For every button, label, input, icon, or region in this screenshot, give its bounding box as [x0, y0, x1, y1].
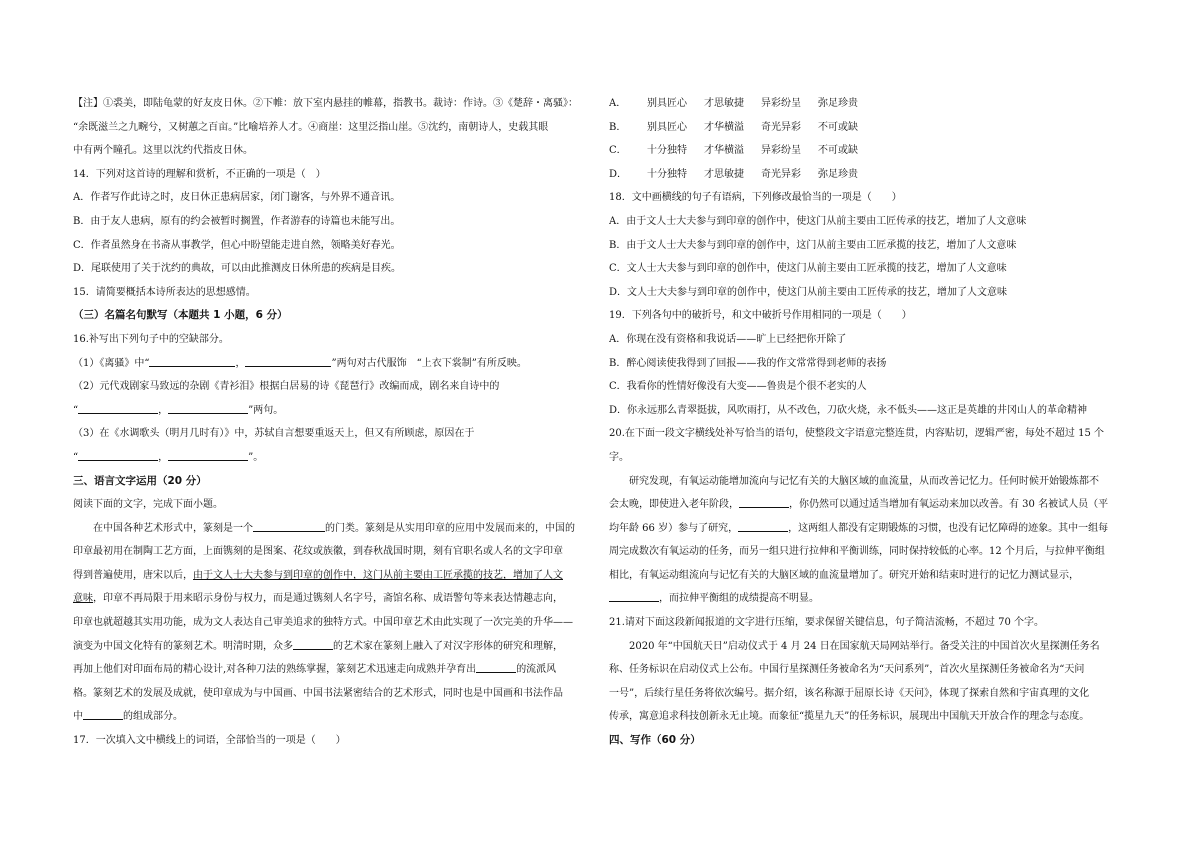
- passage-line-5: 印章也就超越其实用功能，成为文人表达自己审美追求的独特方式。中国印章艺术由此实现了一次完美的升华——: [73, 617, 573, 629]
- q14-stem: 14．下列对这首诗的理解和赏析，不正确的一项是（ ）: [73, 168, 326, 180]
- q19-option-a: A．你现在没有资格和我说话——旷上已经把你开除了: [609, 333, 847, 345]
- q19-option-b: B．醉心阅读使我得到了回报——我的作文常常得到老师的表扬: [609, 357, 887, 369]
- q20-passage-line-3: 均年龄 66 岁）参与了研究， ，这两组人都没有定期锻炼的习惯，也没有记忆障碍的迹象。其中一组每: [609, 517, 1129, 541]
- passage-line-9: 中 的组成部分。: [73, 705, 591, 729]
- q16-part-3: （3）在《水调歌头（明月几时有）》中，苏轼自言想要重返天上，但又有所顾虑，原因在于: [73, 428, 475, 440]
- note-line-3: 中有两个瞳孔。这里以沈约代指皮日休。: [73, 145, 253, 157]
- fill-blank[interactable]: [609, 590, 659, 602]
- right-column: [609, 92, 1129, 753]
- passage-line-6: 演变为中国文化特有的篆刻艺术。明清时期，众多 的艺术家在篆刻上融入了对汉字形体的研究和理解，: [73, 635, 591, 659]
- left-column: [73, 92, 591, 753]
- q17-stem: 17．一次填入文中横线上的词语，全部恰当的一项是（ ）: [73, 735, 346, 747]
- q18-option-b: B．由于文人士大夫参与到印章的创作中，这门从前主要由工匠承揽的技艺，增加了人文意味: [609, 239, 1017, 251]
- q20-passage-line-4: 周完成数次有氧运动的任务，而另一组只进行拉伸和平衡训练，同时保持较低的心率。12 个月后，与拉伸平衡组: [609, 546, 1105, 558]
- underlined-sentence-end: 意味: [73, 593, 93, 605]
- part-3-title: 三、语言文字运用（20 分）: [73, 474, 207, 487]
- note-line-2: “余既滋兰之九畹兮，又树蕙之百亩。”比喻培养人才。④商崖：这里泛指山崖。⑤沈约，南朝诗人，史载其眼: [73, 121, 549, 133]
- q21-passage-line-2: 称、任务标识在启动仪式上公布。中国行星探测任务被命名为“天问系列”，首次火星探测任务被命名为“天问: [609, 664, 1085, 676]
- q20-passage-line-2: 会太晚，即使进入老年阶段， ，你仍然可以通过适当增加有氧运动来加以改善。有 30 名被试人员（平: [609, 493, 1129, 517]
- q16-part-2: （2）元代戏剧家马致远的杂剧《青衫泪》根据白居易的诗《琵琶行》改编而成，剧名来自诗中的: [73, 381, 500, 393]
- section-3-title: （三）名篇名句默写（本题共 1 小题，6 分）: [73, 309, 288, 322]
- reading-intro: 阅读下面的文字，完成下面小题。: [73, 499, 223, 511]
- q16-part-3-blanks: “ ， ”。: [73, 446, 591, 470]
- fill-blank[interactable]: [168, 449, 248, 461]
- fill-blank[interactable]: [738, 520, 788, 532]
- q16-part-1: （1）《离骚》中“ ， ”两句对古代服饰 “上衣下裳制”有所反映。: [73, 352, 591, 376]
- fill-blank[interactable]: [476, 661, 516, 673]
- q14-option-b: B．由于友人患病，原有的约会被暂时搁置，作者游春的诗篇也未能写出。: [73, 215, 401, 227]
- passage-line-2: 印章最初用在制陶工艺方面，上面镌刻的是图案、花纹或族徽，到春秋战国时期，刻有官职名或人名的文字印章: [73, 546, 563, 558]
- q18-option-a: A．由于文人士大夫参与到印章的创作中，使这门从前主要由工匠传承的技艺，增加了人文意味: [609, 215, 1027, 227]
- q16-part-2-blanks: “ ， ”两句。: [73, 399, 591, 423]
- fill-blank[interactable]: [78, 449, 158, 461]
- q20-passage-line-5: 相比，有氧运动组流向与记忆有关的大脑区域的血流量增加了。研究开始和结束时进行的记忆力测试显示，: [609, 569, 1079, 581]
- fill-blank[interactable]: [149, 355, 235, 367]
- q17-option-c: C． 十分独特 才华横溢 异彩纷呈 不可或缺: [609, 145, 858, 157]
- passage-line-1: 在中国各种艺术形式中，篆刻是一个 的门类。篆刻是从实用印章的应用中发展而来的，中国的: [73, 517, 591, 541]
- q20-stem-cont: 字。: [609, 451, 629, 463]
- fill-blank[interactable]: [739, 496, 789, 508]
- passage-line-3: 得到普遍使用，唐宋以后，由于文人士大夫参与到印章的创作中，这门从前主要由工匠承揽的技艺，增加了人文: [73, 569, 563, 581]
- q19-option-d: D．你永远那么青翠挺拔，风吹雨打，从不改色，刀砍火烧，永不低头——这正是英雄的井冈山人的革命精神: [609, 404, 1088, 416]
- q16-stem: 16.补写出下列句子中的空缺部分。: [73, 333, 229, 345]
- fill-blank[interactable]: [293, 638, 333, 650]
- q14-option-a: A．作者写作此诗之时，皮日休正患病居家，闭门谢客，与外界不通音讯。: [73, 192, 401, 204]
- q21-passage-line-1: 2020 年“中国航天日”启动仪式于 4 月 24 日在国家航天局网站举行。备受关注的中国首次火星探测任务名: [629, 640, 1100, 652]
- q15-stem: 15．请简要概括本诗所表达的思想感情。: [73, 286, 256, 298]
- fill-blank[interactable]: [78, 402, 158, 414]
- passage-line-7: 再加上他们对印面布局的精心设计,对各种刀法的熟练掌握，篆刻艺术迅速走向成熟并孕育出 的流派风: [73, 658, 591, 682]
- fill-blank[interactable]: [245, 355, 331, 367]
- q20-stem: 20.在下面一段文字横线处补写恰当的语句，使整段文字语意完整连贯，内容贴切，逻辑严密，每处不超过 15 个: [609, 428, 1104, 440]
- fill-blank[interactable]: [83, 708, 123, 720]
- q17-option-b: B． 别具匠心 才华横溢 奇光异彩 不可或缺: [609, 121, 858, 133]
- q17-option-a: A． 别具匠心 才思敏捷 异彩纷呈 弥足珍贵: [609, 98, 858, 109]
- fill-blank[interactable]: [253, 520, 325, 532]
- note-line-1: 【注】①裘美，即陆龟蒙的好友皮日休。②下帷：放下室内悬挂的帷幕，指教书。裁诗：作诗。③《楚辞・离骚》：: [73, 98, 578, 109]
- q21-passage-line-4: 传承，寓意追求科技创新永无止境。而象征“揽星九天”的任务标识，展现出中国航天开放合作的理念与态度。: [609, 711, 1090, 723]
- passage-line-4: 意味，印章不再局限于用来昭示身份与权力，而是通过镌刻人名字号，斋馆名称、成语警句等来表达情趣志向，: [73, 593, 563, 605]
- q21-stem: 21.请对下面这段新闻报道的文字进行压缩，要求保留关键信息，句子简洁流畅，不超过 70 个字。: [609, 617, 1044, 629]
- q14-option-c: C．作者虽然身在书斋从事教学，但心中盼望能走进自然，领略美好春光。: [73, 239, 401, 251]
- q18-stem: 18．文中画横线的句子有语病，下列修改最恰当的一项是（ ）: [609, 192, 902, 204]
- q14-option-d: D．尾联使用了关于沈约的典故，可以由此推测皮日休所患的疾病是目疾。: [73, 263, 402, 275]
- q17-option-d: D． 十分独特 才思敏捷 奇光异彩 弥足珍贵: [609, 168, 858, 180]
- q20-passage-line-6: ，而拉伸平衡组的成绩提高不明显。: [609, 587, 1129, 611]
- q19-stem: 19．下列各句中的破折号，和文中破折号作用相同的一项是（ ）: [609, 310, 912, 322]
- q21-passage-line-3: 一号”，后续行星任务将依次编号。据介绍，该名称源于屈原长诗《天问》，体现了探索自然和宇宙真理的文化: [609, 687, 1090, 699]
- fill-blank[interactable]: [168, 402, 248, 414]
- q18-option-c: C．文人士大夫参与到印章的创作中，使这门从前主要由工匠承揽的技艺，增加了人文意味: [609, 263, 1007, 275]
- q20-passage-line-1: 研究发现，有氧运动能增加流向与记忆有关的大脑区域的血流量，从而改善记忆力。任何时候开始锻炼都不: [629, 475, 1099, 487]
- passage-line-8: 格。篆刻艺术的发展及成就，使印章成为与中国画、中国书法紧密结合的艺术形式，同时也是中国画和书法作品: [73, 687, 563, 699]
- part-4-title: 四、写作（60 分）: [609, 734, 701, 747]
- q19-option-c: C．我看你的性情好像没有大变——鲁贵是个很不老实的人: [609, 381, 867, 393]
- underlined-sentence: 由于文人士大夫参与到印章的创作中，这门从前主要由工匠承揽的技艺，增加了人文: [193, 569, 563, 581]
- q18-option-d: D．文人士大夫参与到印章的创作中，使这门从前主要由工匠传承的技艺，增加了人文意味: [609, 286, 1008, 298]
